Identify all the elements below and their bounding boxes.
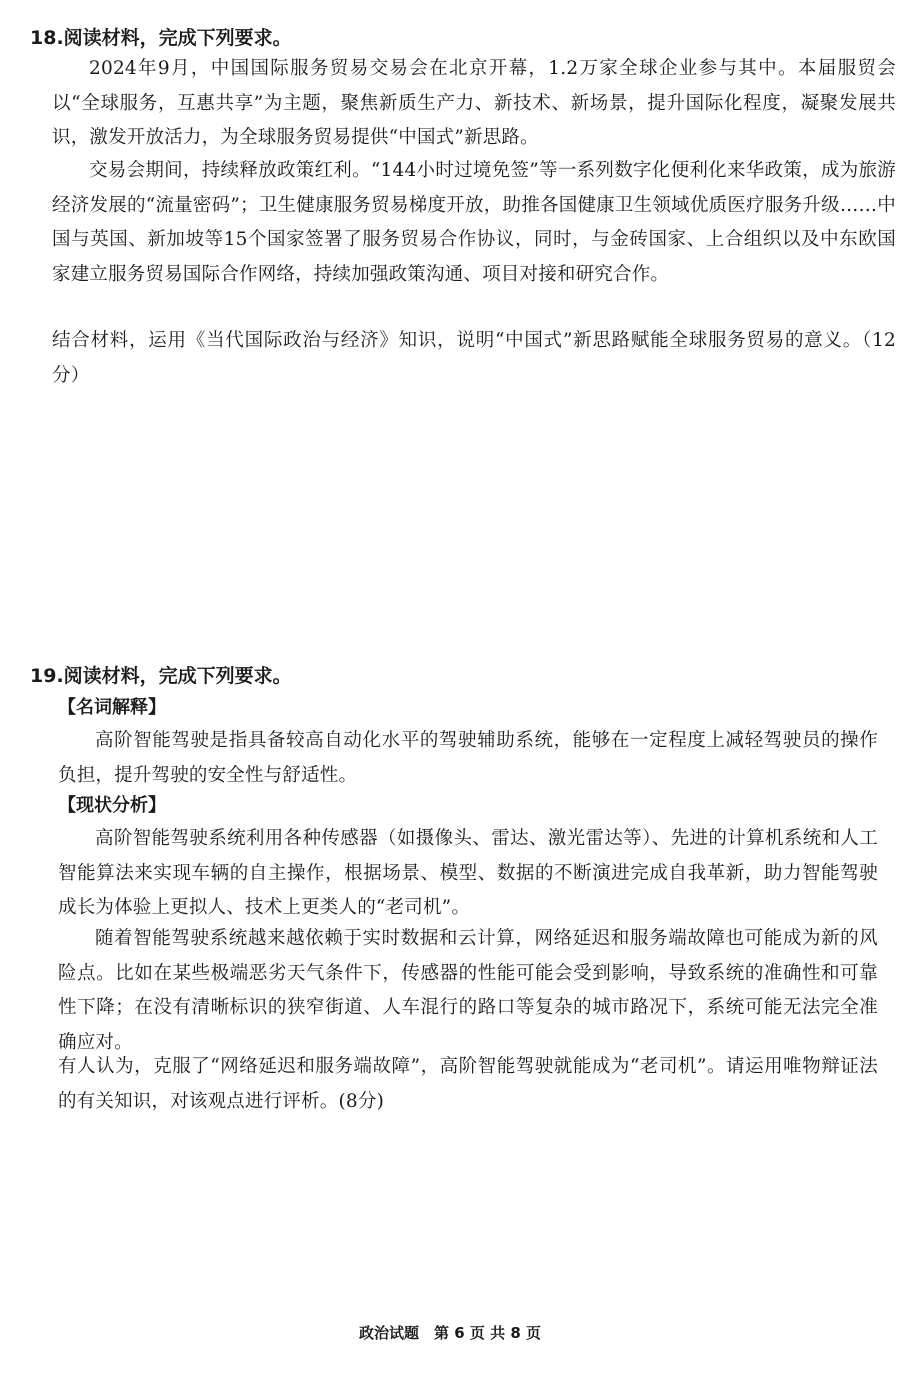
question-18-paragraph-1: 2024年9月，中国国际服务贸易交易会在北京开幕，1.2万家全球企业参与其中。本届服贸会以“全球服务，互惠共享”为主题，聚焦新质生产力、新技术、新场景，提升国际化程度，凝聚发展共识，激发开放活力，为全球服务贸易提供“中国式”新思路。 bbox=[52, 58, 896, 148]
page-footer: 政治试题 第 6 页 共 8 页 bbox=[359, 1324, 541, 1342]
term-definition-text: 高阶智能驾驶是指具备较高自动化水平的驾驶辅助系统，能够在一定程度上减轻驾驶员的操作负担，提升驾驶的安全性与舒适性。 bbox=[58, 730, 878, 786]
question-18-prompt: 结合材料，运用《当代国际政治与经济》知识，说明“中国式”新思路赋能全球服务贸易的意义。（12分） bbox=[52, 330, 896, 386]
question-18-title: 18.阅读材料，完成下列要求。 bbox=[30, 27, 292, 49]
status-analysis-heading: 【现状分析】 bbox=[58, 795, 166, 816]
term-definition-heading: 【名词解释】 bbox=[58, 697, 166, 718]
status-analysis-text-1: 高阶智能驾驶系统利用各种传感器（如摄像头、雷达、激光雷达等）、先进的计算机系统和人工智能算法来实现车辆的自主操作，根据场景、模型、数据的不断演进完成自我革新，助力智能驾驶成长为体验上更拟人、技术上更类人的“老司机”。 bbox=[58, 828, 878, 918]
question-19-prompt: 有人认为，克服了“网络延迟和服务端故障”，高阶智能驾驶就能成为“老司机”。请运用唯物辩证法的有关知识，对该观点进行评析。(8分) bbox=[58, 1056, 878, 1112]
status-analysis-text-2: 随着智能驾驶系统越来越依赖于实时数据和云计算，网络延迟和服务端故障也可能成为新的风险点。比如在某些极端恶劣天气条件下，传感器的性能可能会受到影响，导致系统的准确性和可靠性下降；在没有清晰标识的狭窄街道、人车混行的路口等复杂的城市路况下，系统可能无法完全准确应对。 bbox=[58, 928, 878, 1053]
question-18-paragraph-2: 交易会期间，持续释放政策红利。“144小时过境免签”等一系列数字化便利化来华政策，成为旅游经济发展的“流量密码”；卫生健康服务贸易梯度开放，助推各国健康卫生领域优质医疗服务升级……中国与英国、新加坡等15个国家签署了服务贸易合作协议，同时，与金砖国家、上合组织以及中东欧国家建立服务贸易国际合作网络，持续加强政策沟通、项目对接和研究合作。 bbox=[52, 160, 896, 285]
question-19-title: 19.阅读材料，完成下列要求。 bbox=[30, 665, 292, 687]
